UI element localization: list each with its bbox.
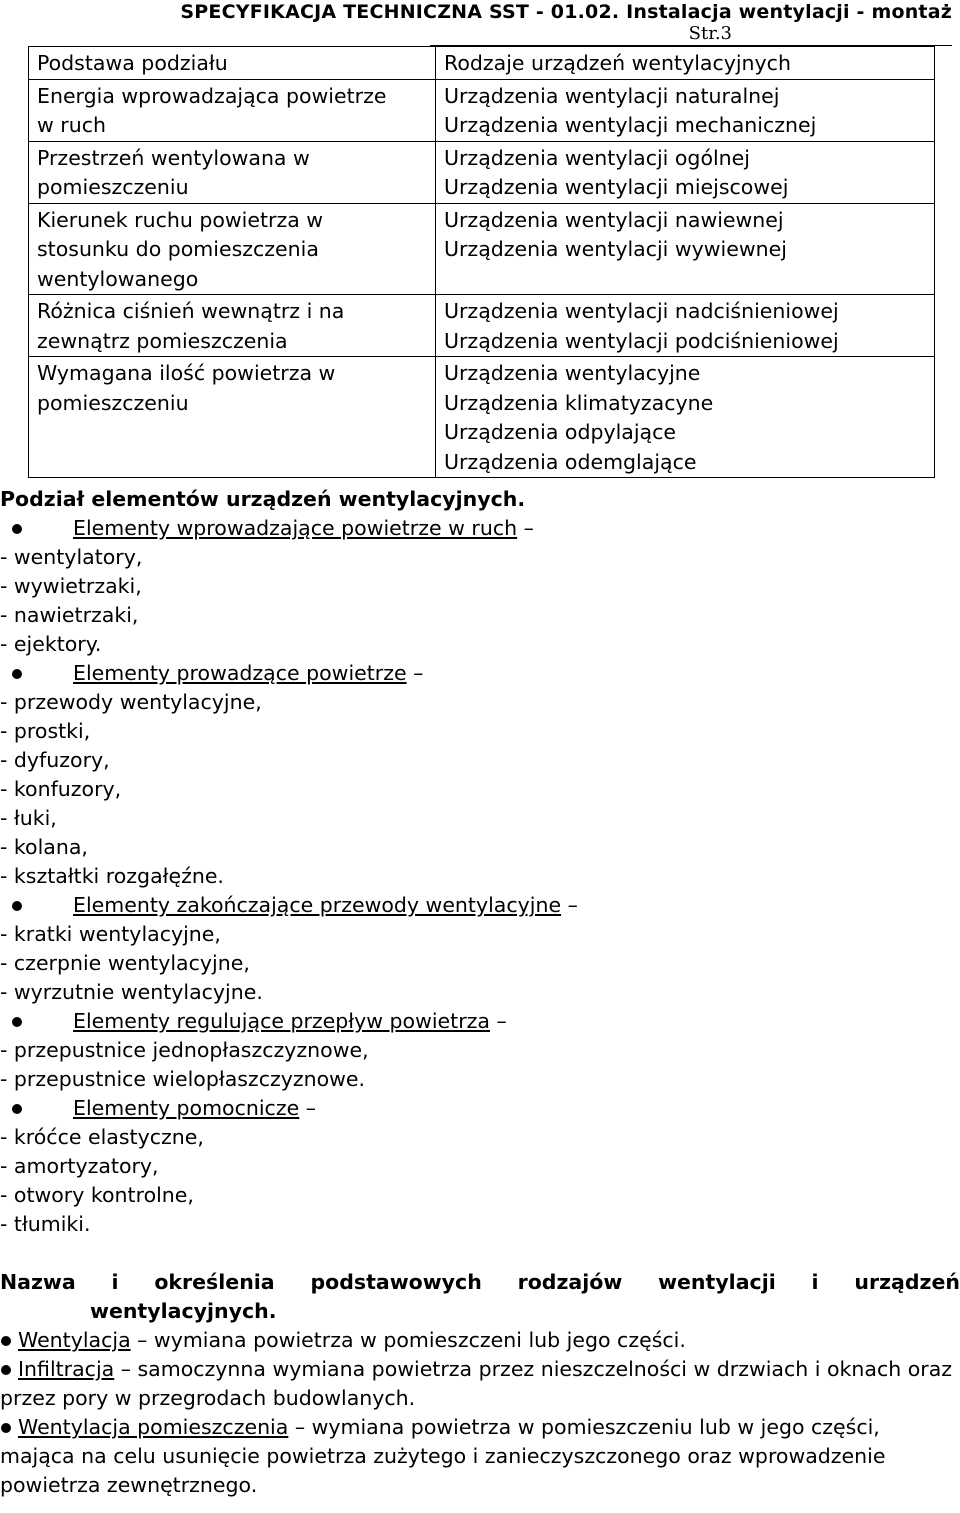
table-header-types: Rodzaje urządzeń wentylacyjnych	[436, 47, 935, 80]
list-item: - wentylatory,	[0, 545, 143, 569]
definition-term: Wentylacja pomieszczenia	[18, 1415, 289, 1439]
basis-line: pomieszczeniu	[37, 175, 189, 199]
bullet-icon	[12, 669, 22, 679]
element-group-title	[0, 659, 960, 688]
list-item: - łuki,	[0, 806, 57, 830]
definition-text: – samoczynna wymiana powietrza przez nieszczelności w drzwiach i oknach oraz przez pory w przegrodach budowlanych.	[0, 1357, 953, 1410]
group-dash: –	[496, 1009, 507, 1033]
group-title-text: Elementy pomocnicze	[73, 1096, 300, 1120]
element-group-title	[0, 891, 960, 920]
list-item: - czerpnie wentylacyjne,	[0, 951, 250, 975]
basis-line: w ruch	[37, 113, 106, 137]
list-item: - prostki,	[0, 719, 91, 743]
definition-item	[0, 1355, 960, 1413]
list-item: - kształtki rozgałęźne.	[0, 864, 224, 888]
type-line: Urządzenia wentylacji miejscowej	[444, 175, 789, 199]
heading-word: podstawowych	[310, 1270, 482, 1294]
list-item: - konfuzory,	[0, 777, 122, 801]
table-cell-basis	[29, 295, 436, 357]
definition-term: Infiltracja	[18, 1357, 115, 1381]
definition-item	[0, 1413, 960, 1500]
table-cell-types	[436, 203, 935, 295]
basis-line: zewnątrz pomieszczenia	[37, 328, 288, 353]
group-dash: –	[567, 893, 578, 917]
list-item: - przepustnice jednopłaszczyznowe,	[0, 1038, 369, 1062]
table-row	[29, 79, 935, 141]
list-item: - kolana,	[0, 835, 88, 859]
table-cell-types	[436, 79, 935, 141]
element-group-title	[0, 1094, 960, 1123]
group-dash: –	[523, 516, 534, 540]
definitions-heading	[0, 1268, 960, 1297]
basis-line: Energia wprowadzająca powietrze	[37, 83, 387, 108]
type-line: Urządzenia wentylacji naturalnej	[444, 83, 780, 108]
bullet-icon	[12, 1104, 22, 1114]
list-item: - kratki wentylacyjne,	[0, 922, 221, 946]
heading-word: i	[811, 1270, 819, 1294]
bullet-icon	[1, 1423, 11, 1433]
basis-line: Kierunek ruchu powietrza w	[37, 207, 324, 232]
list-item: - przewody wentylacyjne,	[0, 690, 262, 714]
heading-word: i	[111, 1270, 119, 1294]
element-group-title	[0, 1007, 960, 1036]
group-title-text: Elementy regulujące przepływ powietrza	[73, 1009, 490, 1033]
table-row	[29, 141, 935, 203]
group-title-text: Elementy prowadzące powietrze	[73, 661, 407, 685]
bullet-icon	[12, 1017, 22, 1027]
table-cell-basis	[29, 79, 436, 141]
table-row	[29, 203, 935, 295]
list-item: - otwory kontrolne,	[0, 1183, 194, 1207]
table-cell-basis	[29, 203, 436, 295]
type-line: Urządzenia wentylacji nawiewnej	[444, 207, 784, 232]
basis-line: Wymagana ilość powietrza w	[37, 361, 336, 385]
definitions-list	[0, 1326, 960, 1500]
table-header-row	[29, 47, 935, 80]
document-title: SPECYFIKACJA TECHNICZNA SST - 01.02. Instalacja wentylacji - montaż	[180, 1, 952, 23]
definitions-heading-cont: wentylacyjnych.	[90, 1299, 277, 1323]
basis-line: Przestrzeń wentylowana w	[37, 145, 310, 170]
list-item: - dyfuzory,	[0, 748, 110, 772]
list-item: - króćce elastyczne,	[0, 1125, 204, 1149]
elements-heading: Podział elementów urządzeń wentylacyjnych.	[0, 487, 526, 511]
definition-text: – wymiana powietrza w pomieszczeniu lub w jego części, mająca na celu usunięcie powietrza zużytego i zanieczyszczonego oraz wprowadzenie powietrza zewnętrznego.	[0, 1415, 886, 1497]
list-item: - nawietrzaki,	[0, 603, 139, 627]
heading-word: wentylacji	[658, 1270, 776, 1294]
type-line: Urządzenia wentylacji nadciśnieniowej	[444, 299, 839, 323]
type-line: Urządzenia klimatyzacyne	[444, 390, 714, 415]
list-item: - przepustnice wielopłaszczyznowe.	[0, 1067, 366, 1091]
basis-line: stosunku do pomieszczenia	[37, 237, 319, 261]
definition-term: Wentylacja	[18, 1328, 131, 1352]
list-item: - amortyzatory,	[0, 1154, 159, 1178]
definition-text: – wymiana powietrza w pomieszczeni lub jego części.	[130, 1328, 686, 1352]
basis-line: Różnica ciśnień wewnątrz i na	[37, 299, 345, 323]
type-line: Urządzenia odpylające	[444, 420, 677, 444]
heading-word: rodzajów	[517, 1270, 623, 1294]
element-group-title	[0, 514, 960, 543]
heading-word: Nazwa	[0, 1270, 76, 1294]
type-line: Urządzenia wentylacji podciśnieniowej	[444, 328, 839, 353]
table-row	[29, 295, 935, 357]
page-header	[0, 0, 960, 48]
group-dash: –	[305, 1096, 316, 1120]
group-title-text: Elementy wprowadzające powietrze w ruch	[73, 516, 518, 540]
bullet-icon	[12, 524, 22, 534]
table-cell-basis	[29, 141, 436, 203]
list-item: - tłumiki.	[0, 1212, 91, 1236]
list-item: - wywietrzaki,	[0, 574, 142, 598]
list-item: - ejektory.	[0, 632, 102, 656]
document-body	[0, 485, 960, 1500]
group-dash: –	[413, 661, 424, 685]
bullet-icon	[1, 1365, 11, 1375]
type-line: Urządzenia wentylacji mechanicznej	[444, 113, 817, 137]
definition-item	[0, 1326, 960, 1355]
type-line: Urządzenia wentylacji ogólnej	[444, 145, 750, 170]
list-item: - wyrzutnie wentylacyjne.	[0, 980, 263, 1004]
heading-word: określenia	[154, 1270, 275, 1294]
classification-table	[28, 46, 935, 478]
table-row	[29, 357, 935, 478]
type-line: Urządzenia wentylacji wywiewnej	[444, 237, 787, 261]
bullet-icon	[12, 901, 22, 911]
element-groups	[0, 514, 960, 1239]
table-header-basis: Podstawa podziału	[29, 47, 436, 80]
spacer	[0, 1239, 960, 1268]
type-line: Urządzenia wentylacyjne	[444, 361, 701, 385]
bullet-icon	[1, 1336, 11, 1346]
table-cell-basis	[29, 357, 436, 478]
type-line: Urządzenia odemglające	[444, 449, 697, 474]
heading-word: urządzeń	[854, 1270, 960, 1294]
basis-line: wentylowanego	[37, 266, 199, 291]
basis-line: pomieszczeniu	[37, 390, 189, 415]
table-cell-types	[436, 357, 935, 478]
group-title-text: Elementy zakończające przewody wentylacyjne	[73, 893, 562, 917]
table-cell-types	[436, 141, 935, 203]
page-number: Str.3	[688, 23, 732, 44]
table-cell-types	[436, 295, 935, 357]
